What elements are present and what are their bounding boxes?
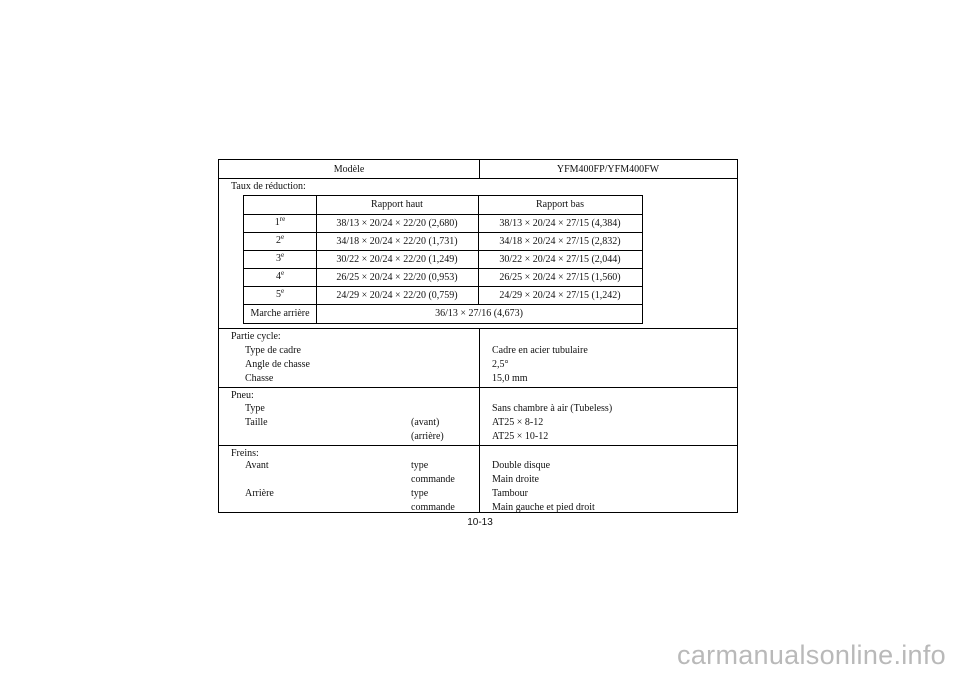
tire-rear-label: (arrière) (411, 431, 444, 442)
gear-low: 24/29 × 20/24 × 27/15 (1,242) (499, 290, 621, 301)
frame-value: Cadre en acier tubulaire (492, 345, 588, 356)
tire-front-value: AT25 × 8-12 (492, 417, 544, 428)
divider (244, 232, 642, 233)
gear-low: 38/13 × 20/24 × 27/15 (4,384) (499, 218, 621, 229)
reduction-table (243, 195, 643, 324)
brake-rear-cmd-value: Main gauche et pied droit (492, 502, 595, 513)
divider (219, 387, 737, 388)
divider (219, 445, 737, 446)
col-high-header: Rapport haut (371, 199, 423, 210)
caster-value: 2,5° (492, 359, 509, 370)
gear-high: 34/18 × 20/24 × 22/20 (1,731) (336, 236, 458, 247)
gear-high: 24/29 × 20/24 × 22/20 (0,759) (336, 290, 458, 301)
gear-number: 1re (274, 215, 286, 228)
divider (219, 328, 737, 329)
divider (219, 178, 737, 179)
trail-label: Chasse (245, 373, 274, 384)
divider (244, 250, 642, 251)
reverse-value: 36/13 × 27/16 (4,673) (435, 308, 523, 319)
gear-high: 26/25 × 20/24 × 22/20 (0,953) (336, 272, 458, 283)
gear-low: 30/22 × 20/24 × 27/15 (2,044) (499, 254, 621, 265)
brake-rear-cmd-label: commande (411, 502, 455, 513)
brake-front-cmd-label: commande (411, 474, 455, 485)
brakes-title: Freins: (231, 448, 259, 459)
brake-rear-type-value: Tambour (492, 488, 528, 499)
trail-value: 15,0 mm (492, 373, 528, 384)
divider (244, 304, 642, 305)
brake-rear-type-label: type (411, 488, 429, 499)
brake-front-type-label: type (411, 460, 429, 471)
tire-type-value: Sans chambre à air (Tubeless) (492, 403, 613, 414)
gear-number: 2e (275, 233, 285, 246)
gear-number: 4e (275, 269, 285, 282)
reduction-title: Taux de réduction: (231, 181, 306, 192)
tire-front-label: (avant) (411, 417, 440, 428)
gear-high: 38/13 × 20/24 × 22/20 (2,680) (336, 218, 458, 229)
caster-label: Angle de chasse (245, 359, 310, 370)
model-value: YFM400FP/YFM400FW (556, 164, 660, 175)
tire-size-label: Taille (245, 417, 268, 428)
model-label: Modèle (333, 164, 365, 175)
chassis-title: Partie cycle: (231, 331, 281, 342)
gear-low: 34/18 × 20/24 × 27/15 (2,832) (499, 236, 621, 247)
col-low-header: Rapport bas (535, 199, 585, 210)
tire-type-label: Type (245, 403, 265, 414)
frame-label: Type de cadre (245, 345, 301, 356)
tire-rear-value: AT25 × 10-12 (492, 431, 549, 442)
divider (479, 160, 480, 178)
gear-number: 5e (275, 287, 285, 300)
brake-front-type-value: Double disque (492, 460, 551, 471)
reverse-label: Marche arrière (250, 308, 310, 319)
divider (244, 268, 642, 269)
brake-front-cmd-value: Main droite (492, 474, 539, 485)
watermark: carmanualsonline.info (677, 640, 946, 670)
brake-front-label: Avant (245, 460, 269, 471)
brake-rear-label: Arrière (245, 488, 274, 499)
tire-title: Pneu: (231, 390, 254, 401)
divider (244, 214, 642, 215)
gear-number: 3e (275, 251, 285, 264)
divider (244, 286, 642, 287)
gear-high: 30/22 × 20/24 × 22/20 (1,249) (336, 254, 458, 265)
page-number: 10-13 (467, 517, 493, 528)
divider (479, 328, 480, 513)
spec-table (218, 159, 738, 513)
gear-low: 26/25 × 20/24 × 27/15 (1,560) (499, 272, 621, 283)
